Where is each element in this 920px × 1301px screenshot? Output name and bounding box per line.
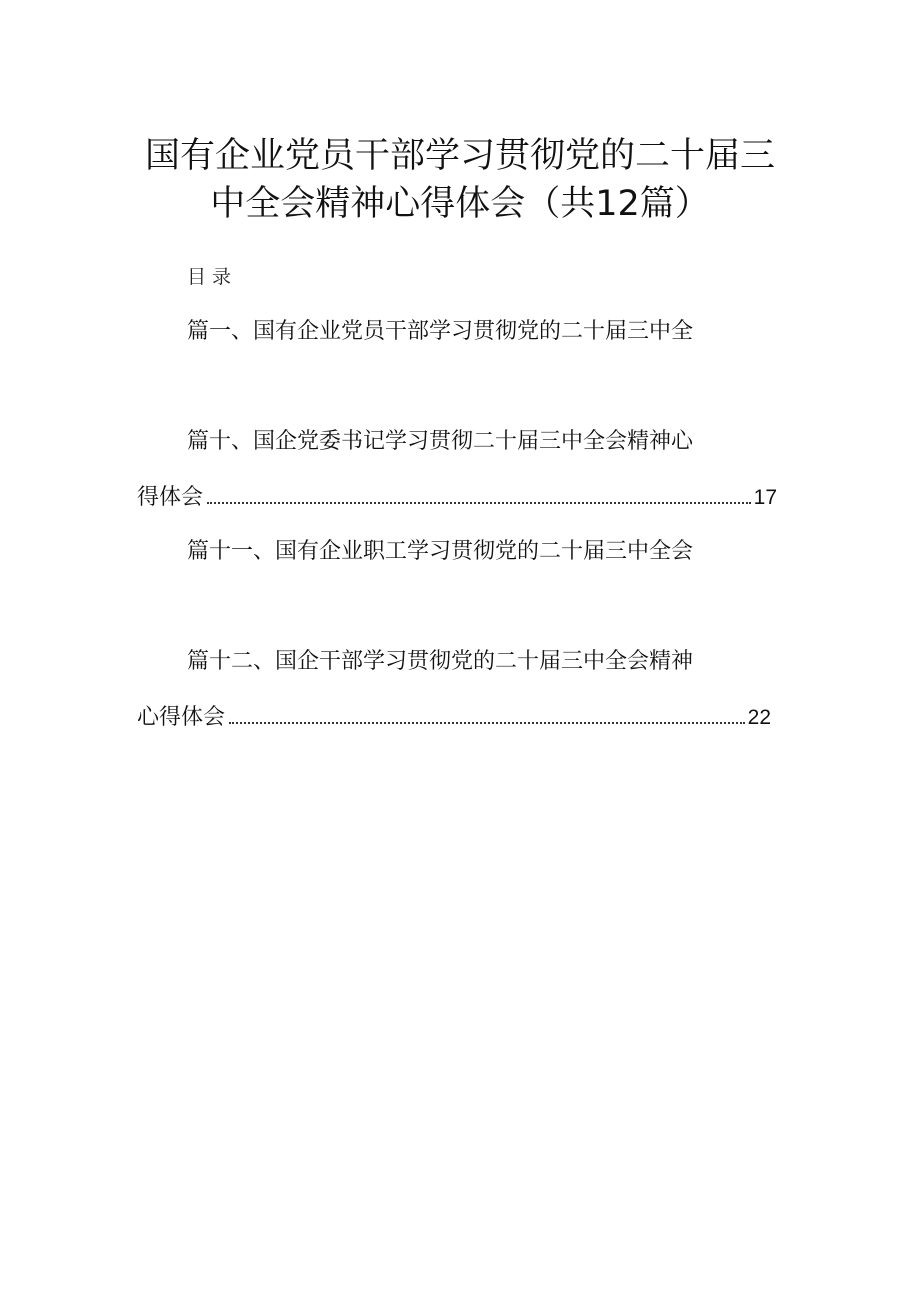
document-title-line-1: 国有企业党员干部学习贯彻党的二十届三: [144, 136, 775, 176]
dot-leader: [229, 722, 745, 724]
toc-entry-12[interactable]: 篇十二、国企干部学习贯彻党的二十届三中全会精神: [187, 649, 694, 674]
toc-entry-11[interactable]: 篇十一、国有企业职工学习贯彻党的二十届三中全会: [187, 539, 694, 564]
toc-entry-1[interactable]: 篇一、国有企业党员干部学习贯彻党的二十届三中全: [187, 319, 694, 344]
toc-entry-12-line2: 心得体会: [137, 705, 226, 730]
toc-heading: 目录: [187, 266, 238, 288]
dot-leader: [207, 502, 751, 504]
toc-entry-12-page: 22: [747, 706, 771, 729]
toc-entry-10-page: 17: [753, 486, 777, 509]
toc-entry-12-continuation[interactable]: [137, 703, 771, 733]
document-title-line-2: 中全会精神心得体会（共12篇）: [210, 184, 710, 224]
toc-entry-10-line2: 得体会: [137, 485, 204, 510]
toc-entry-10-continuation[interactable]: [137, 483, 777, 513]
toc-entry-10[interactable]: 篇十、国企党委书记学习贯彻二十届三中全会精神心: [187, 429, 694, 454]
